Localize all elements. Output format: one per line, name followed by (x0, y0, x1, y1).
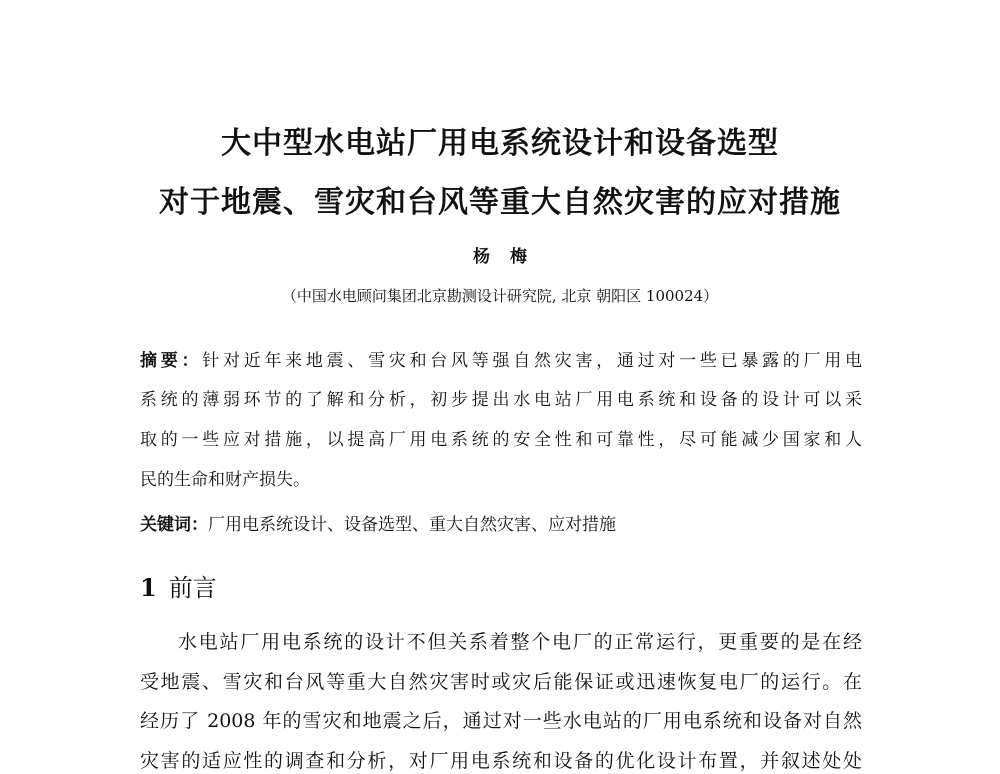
abstract-line: 民的生命和财产损失。 (140, 470, 310, 490)
section-heading (140, 568, 217, 603)
abstract-text: 针对近年来地震、雪灾和台风等强自然灾害，通过对一些已暴露的厂用电 (202, 351, 863, 371)
keywords-text: 厂用电系统设计、设备选型、重大自然灾害、应对措施 (208, 515, 616, 535)
abstract-line: 系统的薄弱环节的了解和分析，初步提出水电站厂用电系统和设备的设计可以采 (140, 390, 862, 410)
body-line: 水电站厂用电系统的设计不但关系着整个电厂的正常运行，更重要的是在经 (178, 631, 862, 653)
section-title: 前言 (168, 574, 217, 602)
abstract-line: 取的一些应对措施，以提高厂用电系统的安全性和可靠性，尽可能减少国家和人 (140, 430, 862, 450)
body-line: 受地震、雪灾和台风等重大自然灾害时或灾后能保证或迅速恢复电厂的运行。在 (140, 671, 862, 693)
paper-title-line-2: 对于地震、雪灾和台风等重大自然灾害的应对措施 (159, 185, 841, 220)
body-line: 经历了 2008 年的雪灾和地震之后，通过对一些水电站的厂用电系统和设备对自然 (140, 710, 862, 732)
body-line: 灾害的适应性的调查和分析，对厂用电系统和设备的优化设计布置，并叙述处处 (140, 750, 862, 772)
affiliation: （中国水电顾问集团北京勘测设计研究院, 北京 朝阳区 100024） (281, 287, 719, 305)
author: 杨 梅 (473, 247, 527, 267)
paper-title-line-1: 大中型水电站厂用电系统设计和设备选型 (221, 126, 779, 161)
abstract-line (140, 349, 862, 373)
section-number: 1 (140, 573, 157, 602)
keywords (140, 513, 862, 537)
keywords-label: 关键词： (140, 515, 208, 535)
abstract-label: 摘要： (140, 351, 203, 371)
